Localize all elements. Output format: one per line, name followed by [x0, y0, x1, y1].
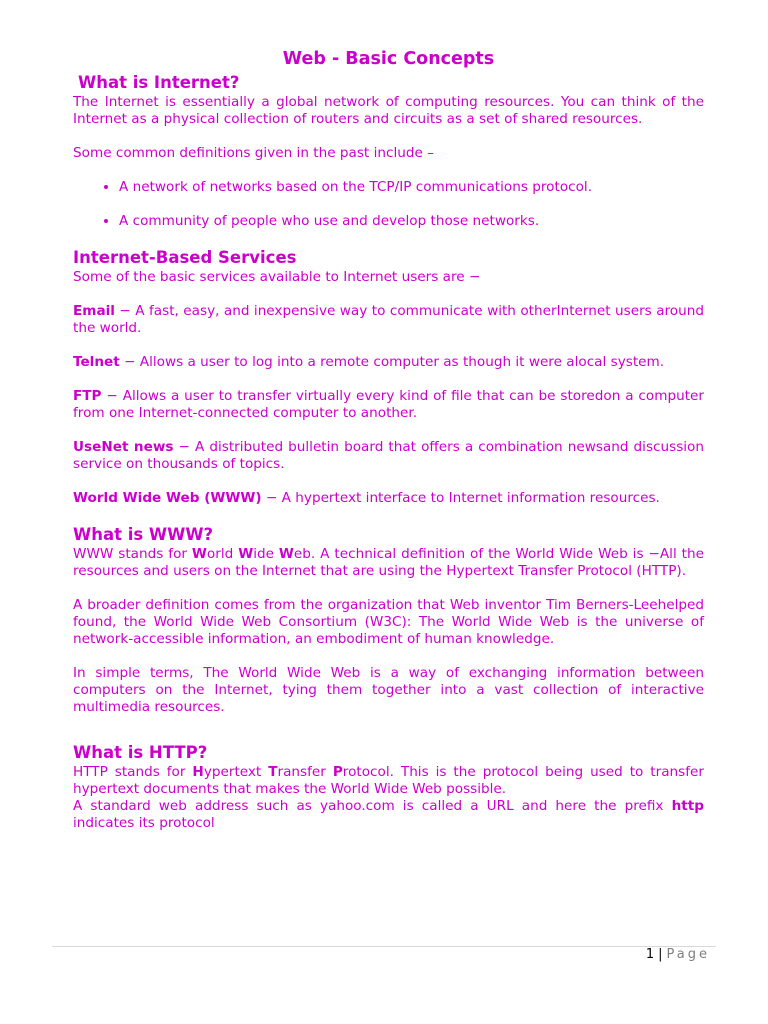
page-label: Page — [666, 947, 710, 962]
services-intro: Some of the basic services available to Internet users are − — [73, 269, 481, 285]
service-term: Telnet — [73, 354, 120, 370]
service-email — [73, 303, 704, 337]
heading-what-is-www: What is WWW? — [73, 525, 214, 544]
text-run: WWW stands for — [73, 546, 192, 562]
www-paragraph-3: In simple terms, The World Wide Web is a way of exchanging information between computers on the Internet, tying them together into a vast collection of interactive multimedia resources. — [73, 665, 704, 715]
internet-definitions-list — [73, 179, 704, 230]
list-item: • A community of people who use and develop those networks. — [119, 213, 704, 230]
text-run: ide — [253, 546, 279, 562]
page-number: 1 — [645, 947, 655, 962]
text-run: orld — [206, 546, 239, 562]
service-desc: − A distributed bulletin board that offers a combination newsand discussion service on thousands of topics. — [73, 439, 704, 472]
letter-h: H — [192, 764, 204, 780]
http-paragraph-1 — [73, 764, 704, 798]
text-run: ransfer — [277, 764, 333, 780]
http-paragraph-2 — [73, 798, 704, 832]
heading-what-is-internet: What is Internet? — [78, 73, 240, 92]
http-prefix: http — [671, 798, 704, 814]
footer-separator: | — [658, 947, 663, 962]
footer-divider — [52, 946, 716, 947]
text-run: eb. A technical definition of the World Wide Web is −All the resources and users on the Internet that are using the Hypertext Transfer Protocol (HTTP). — [73, 546, 704, 579]
page-footer — [646, 947, 710, 962]
service-term: World Wide Web (WWW) — [73, 490, 262, 506]
internet-paragraph-2: Some common definitions given in the past include – — [73, 145, 434, 161]
heading-internet-based-services: Internet-Based Services — [73, 248, 297, 267]
text-run: ypertext — [203, 764, 269, 780]
heading-what-is-http: What is HTTP? — [73, 743, 208, 762]
service-desc: − Allows a user to log into a remote computer as though it were alocal system. — [119, 354, 665, 370]
service-www — [73, 490, 704, 507]
service-ftp — [73, 388, 704, 422]
service-telnet — [73, 354, 704, 371]
letter-w: W — [238, 546, 254, 562]
service-desc: − A fast, easy, and inexpensive way to communicate with otherInternet users around the world. — [73, 303, 704, 336]
text-run: A standard web address such as yahoo.com is called a URL and here the prefix — [73, 798, 672, 814]
list-item: • A network of networks based on the TCP/IP communications protocol. — [119, 179, 704, 196]
text-run: indicates its protocol — [73, 815, 215, 831]
service-desc: − Allows a user to transfer virtually every kind of file that can be storedon a computer from one Internet-connected computer to another. — [73, 388, 704, 421]
document-page — [73, 46, 704, 832]
document-title: Web - Basic Concepts — [282, 49, 495, 69]
letter-p: P — [332, 764, 343, 780]
service-term: UseNet news — [73, 439, 174, 455]
internet-paragraph-1: The Internet is essentially a global network of computing resources. You can think of the Internet as a physical collection of routers and circuits as a set of shared resources. — [73, 94, 704, 127]
letter-w: W — [278, 546, 294, 562]
service-term: FTP — [73, 388, 102, 404]
www-paragraph-1 — [73, 546, 704, 580]
service-term: Email — [73, 303, 115, 319]
service-usenet — [73, 439, 704, 473]
letter-t: T — [268, 764, 278, 780]
text-run: rotocol. This is the protocol being used to transfer hypertext documents that makes the World Wide Web possible. — [73, 764, 704, 797]
text-run: HTTP stands for — [73, 764, 193, 780]
www-paragraph-2: A broader definition comes from the organization that Web inventor Tim Berners-Leehelped found, the World Wide Web Consortium (W3C): The World Wide Web is the universe of network-accessible information, an embodiment of human knowledge. — [73, 597, 704, 647]
service-desc: − A hypertext interface to Internet information resources. — [261, 490, 660, 506]
letter-w: W — [191, 546, 207, 562]
